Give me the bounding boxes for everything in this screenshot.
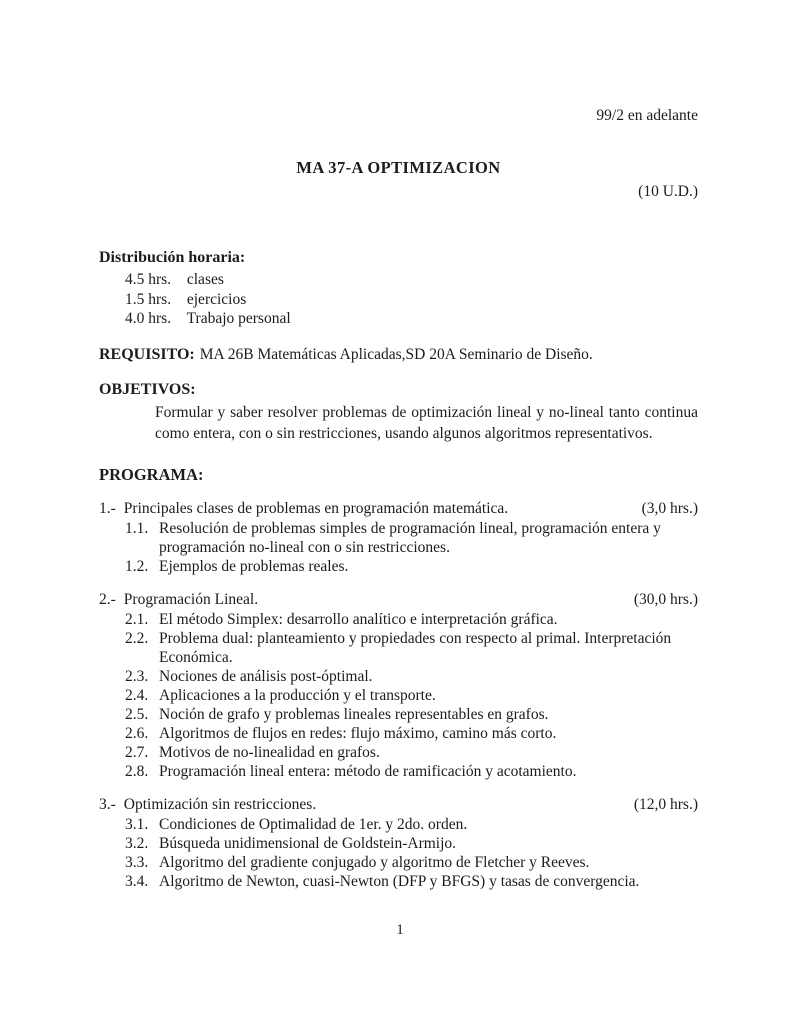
- subsection-text: Resolución de problemas simples de programación lineal, programación entera y programación no-lineal con o sin restricciones.: [159, 519, 661, 556]
- hours-value: 4.0 hrs.: [125, 310, 172, 327]
- section-hours: (30,0 hrs.): [633, 590, 698, 608]
- subsection-text: Nociones de análisis post-óptimal.: [159, 667, 373, 685]
- hours-value: 1.5 hrs.: [125, 290, 172, 308]
- subsection-number: 2.2.: [125, 629, 149, 647]
- header-note: 99/2 en adelante: [596, 107, 698, 124]
- section-title: Principales clases de problemas en programación matemática.: [123, 499, 509, 517]
- subsection-text: Algoritmo del gradiente conjugado y algoritmo de Fletcher y Reeves.: [159, 853, 590, 871]
- subsection-item: [99, 815, 698, 834]
- subsection-number: 3.1.: [125, 815, 149, 833]
- requisito-label: REQUISITO:: [99, 345, 195, 363]
- subsection-text: Condiciones de Optimalidad de 1er. y 2do. orden.: [159, 815, 468, 833]
- subsection-item: [99, 743, 698, 762]
- programa-label: PROGRAMA:: [99, 464, 204, 484]
- subsection-text: Aplicaciones a la producción y el transporte.: [159, 686, 436, 704]
- objetivos-text: Formular y saber resolver problemas de optimización lineal y no-lineal tanto continua como entera, con o sin restricciones, usando algunos algoritmos representativos.: [155, 403, 698, 442]
- hours-label: ejercicios: [186, 290, 247, 308]
- subsection-number: 2.7.: [125, 743, 149, 761]
- subsection-number: 1.2.: [125, 557, 149, 575]
- section-number: 2.-: [99, 590, 116, 608]
- subsection-item: [99, 629, 698, 667]
- section-header: [99, 498, 698, 519]
- section-hours: (3,0 hrs.): [641, 499, 698, 517]
- hours-value: 4.5 hrs.: [125, 271, 172, 288]
- requisito-line: [99, 345, 698, 365]
- section-header: [99, 589, 698, 610]
- subsection-text: Motivos de no-linealidad en grafos.: [159, 743, 380, 761]
- hours-label: clases: [186, 271, 224, 288]
- programa-section: [99, 589, 698, 781]
- subsection-number: 2.6.: [125, 724, 149, 742]
- subsection-item: [99, 519, 698, 557]
- subsection-item: [99, 705, 698, 724]
- subsection-text: Programación lineal entera: método de ramificación y acotamiento.: [159, 762, 577, 780]
- subsection-number: 1.1.: [125, 519, 149, 537]
- section-title: Optimización sin restricciones.: [123, 795, 317, 813]
- programa-section: [99, 794, 698, 891]
- subsection-item: [99, 762, 698, 781]
- section-header: [99, 794, 698, 815]
- page-number: 1: [396, 922, 404, 938]
- list-item: [125, 309, 698, 329]
- list-item: [125, 270, 698, 290]
- subsection-text: Noción de grafo y problemas lineales representables en grafos.: [159, 705, 549, 723]
- subsection-number: 2.1.: [125, 610, 149, 628]
- subsection-text: Algoritmos de flujos en redes: flujo máximo, camino más corto.: [159, 724, 557, 742]
- subsection-number: 2.8.: [125, 762, 149, 780]
- section-number: 1.-: [99, 499, 116, 517]
- subsection-item: [99, 853, 698, 872]
- subsection-text: Búsqueda unidimensional de Goldstein-Armijo.: [159, 834, 457, 852]
- subsection-item: [99, 610, 698, 629]
- subsection-text: Problema dual: planteamiento y propiedades con respecto al primal. Interpretación Económica.: [159, 629, 672, 666]
- subsection-number: 2.3.: [125, 667, 149, 685]
- programa-section: [99, 498, 698, 576]
- list-item: [125, 290, 698, 310]
- subsection-number: 3.2.: [125, 834, 149, 852]
- distribucion-list: [99, 270, 698, 329]
- course-title: MA 37-A OPTIMIZACION: [296, 158, 501, 177]
- section-number: 3.-: [99, 795, 116, 813]
- subsection-number: 3.3.: [125, 853, 149, 871]
- subsection-number: 3.4.: [125, 872, 149, 890]
- distribucion-heading: Distribución horaria:: [99, 249, 246, 266]
- section-title: Programación Lineal.: [123, 590, 259, 608]
- subsection-item: [99, 724, 698, 743]
- credits-note: (10 U.D.): [638, 183, 698, 200]
- section-hours: (12,0 hrs.): [633, 795, 698, 813]
- subsection-item: [99, 834, 698, 853]
- hours-label: Trabajo personal: [186, 310, 291, 327]
- subsection-item: [99, 872, 698, 891]
- objetivos-label: OBJETIVOS:: [99, 380, 196, 398]
- subsection-number: 2.4.: [125, 686, 149, 704]
- subsection-item: [99, 557, 698, 576]
- subsection-text: Algoritmo de Newton, cuasi-Newton (DFP y BFGS) y tasas de convergencia.: [159, 872, 640, 890]
- requisito-text: MA 26B Matemáticas Aplicadas,SD 20A Seminario de Diseño.: [199, 345, 593, 363]
- subsection-item: [99, 667, 698, 686]
- subsection-item: [99, 686, 698, 705]
- subsection-text: Ejemplos de problemas reales.: [159, 557, 349, 575]
- subsection-number: 2.5.: [125, 705, 149, 723]
- subsection-text: El método Simplex: desarrollo analítico e interpretación gráfica.: [159, 610, 558, 628]
